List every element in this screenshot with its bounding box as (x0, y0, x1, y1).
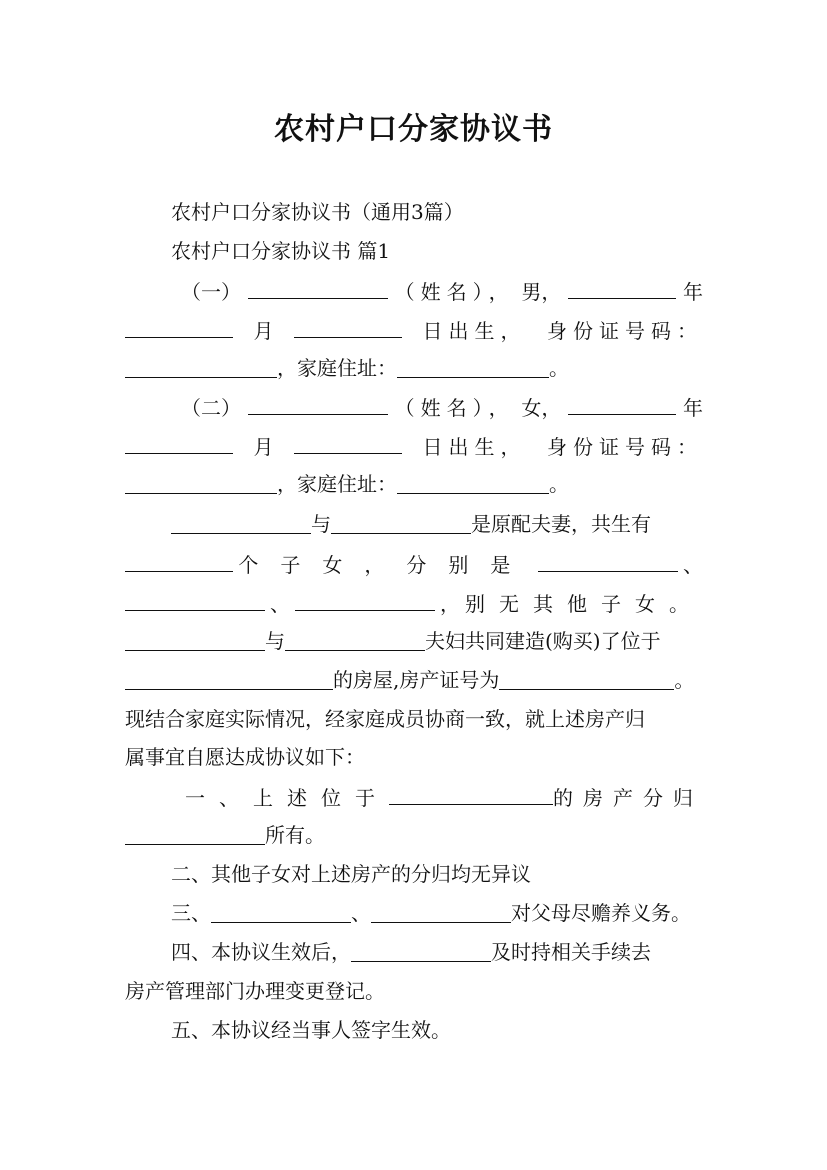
clause1-location-blank (389, 782, 553, 805)
party1-name-blank (248, 276, 388, 299)
party1-line1 (181, 276, 703, 306)
body-sep3: ， (440, 592, 460, 616)
party1-year-blank (568, 276, 676, 299)
clause1-c: 所有。 (265, 823, 325, 847)
clause3-sep: 、 (351, 901, 371, 925)
clause3-a: 三、 (171, 901, 211, 925)
party2-gender: 女， (521, 396, 562, 420)
clause1-a: 一、上述位于 (185, 786, 389, 810)
child-count-blank (125, 549, 233, 572)
clause4-a: 四、本协议生效后， (171, 940, 351, 964)
clause4-line1 (171, 938, 651, 966)
party1-line3 (125, 354, 569, 382)
child2-blank (125, 588, 265, 611)
clause3-blank2 (371, 900, 511, 923)
clause3 (171, 899, 691, 927)
body-period: 。 (674, 668, 695, 692)
party2-id-label: 身份证号码： (547, 435, 703, 459)
body-sep2: 、 (270, 592, 290, 616)
party1-label: （一） (181, 280, 241, 304)
clause4-b: 及时持相关手续去 (491, 940, 651, 964)
party2-year-blank (568, 392, 676, 415)
party2-name-blank (248, 392, 388, 415)
party2-month: 月 (253, 435, 274, 459)
body-line1 (171, 510, 651, 538)
body-line2 (125, 549, 703, 579)
party1-end: 。 (549, 356, 569, 380)
party1-id-blank (125, 355, 277, 378)
body-line6: 现结合家庭实际情况，经家庭成员协商一致，就上述房产归 (125, 707, 645, 731)
party1-day-blank (294, 315, 402, 338)
document-title: 农村户口分家协议书 (274, 112, 553, 147)
party2-born: 日出生， (422, 435, 527, 459)
clause3-b: 对父母尽赡养义务。 (511, 901, 691, 925)
child1-blank (538, 549, 678, 572)
builder2-blank (285, 628, 425, 651)
body-line3 (125, 588, 703, 618)
part-heading: 农村户口分家协议书 篇1 (171, 239, 391, 263)
clause5: 五、本协议经当事人签字生效。 (171, 1018, 451, 1042)
party2-name-hint: （姓名）， (394, 396, 515, 420)
clause4-line2: 房产管理部门办理变更登记。 (125, 979, 385, 1003)
body-line4 (125, 627, 661, 655)
party2-end: 。 (549, 472, 569, 496)
body-no-other: 别无其他子女。 (465, 592, 703, 616)
body-jointly-built: 夫妇共同建造(购买)了位于 (425, 629, 661, 653)
party1-address-label: ，家庭住址： (277, 356, 397, 380)
party1-born: 日出生， (422, 319, 527, 343)
party1-gender: 男， (521, 280, 562, 304)
clause2: 二、其他子女对上述房产的分归均无异议 (171, 862, 531, 886)
house-location-blank (125, 667, 333, 690)
clause1-line1 (185, 782, 703, 812)
clause4-blank (351, 939, 491, 962)
party2-address-label: ，家庭住址： (277, 472, 397, 496)
clause1-b: 的房产分归 (553, 786, 703, 810)
party2-year: 年 (682, 396, 703, 420)
party2-line1 (181, 392, 703, 422)
body-house-cert: 的房屋,房产证号为 (333, 668, 500, 692)
builder1-blank (125, 628, 265, 651)
clause1-owner-blank (125, 822, 265, 845)
party2-month-blank (125, 431, 233, 454)
body-couple: 是原配夫妻，共生有 (471, 512, 651, 536)
clause1-line2 (125, 821, 325, 849)
body-sep1: 、 (682, 553, 703, 577)
party1-line2 (125, 315, 703, 345)
party1-month-blank (125, 315, 233, 338)
party2-address-blank (397, 471, 549, 494)
body-line5 (125, 666, 694, 694)
body-and1: 与 (311, 512, 331, 536)
subtitle: 农村户口分家协议书（通用3篇） (171, 200, 464, 224)
party1-year: 年 (682, 280, 703, 304)
party1-id-label: 身份证号码： (547, 319, 703, 343)
party2-id-blank (125, 471, 277, 494)
clause3-blank1 (211, 900, 351, 923)
party1-address-blank (397, 355, 549, 378)
spouse2-blank (331, 511, 471, 534)
party1-name-hint: （姓名）， (394, 280, 515, 304)
body-children: 个子女，分别是 (238, 553, 533, 577)
party2-label: （二） (181, 396, 241, 420)
child3-blank (295, 588, 435, 611)
party2-line2 (125, 431, 703, 461)
house-cert-blank (499, 667, 674, 690)
spouse1-blank (171, 511, 311, 534)
party2-day-blank (294, 431, 402, 454)
body-and2: 与 (265, 629, 285, 653)
party2-line3 (125, 470, 569, 498)
party1-month: 月 (253, 319, 274, 343)
body-line7: 属事宜自愿达成协议如下： (125, 745, 365, 769)
